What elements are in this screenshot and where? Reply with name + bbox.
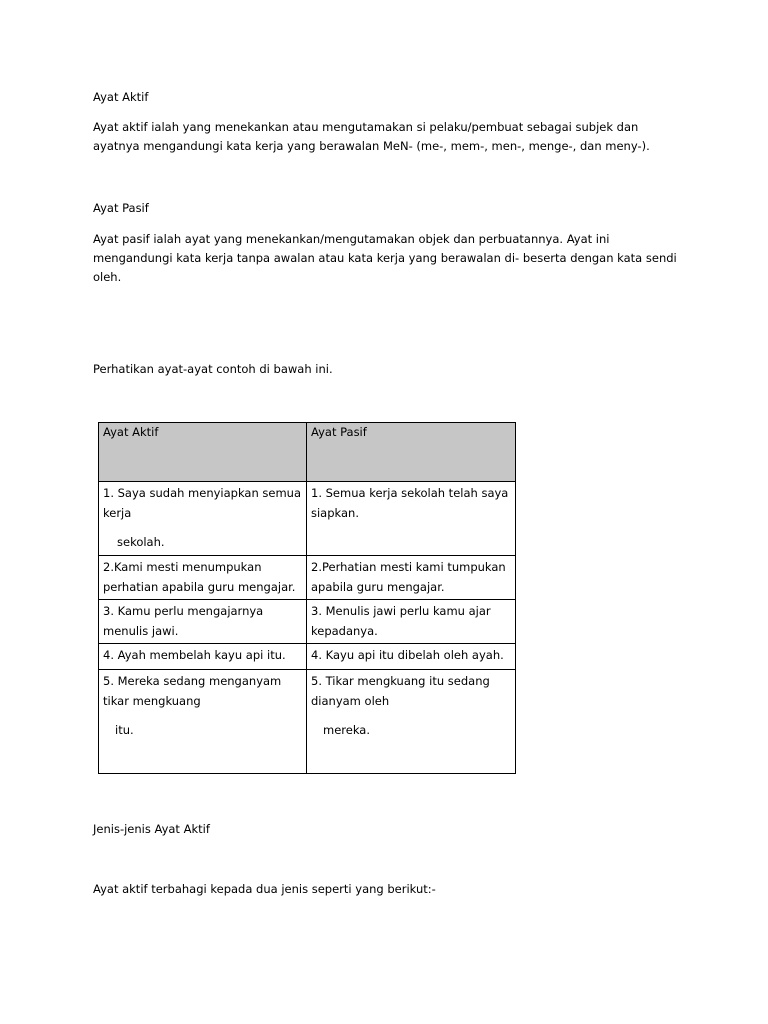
table-row <box>99 644 516 670</box>
active-sentence-cell: 4. Ayah membelah kayu api itu. <box>99 644 307 670</box>
table-row <box>99 482 516 556</box>
table-row <box>99 556 516 600</box>
table-row <box>99 600 516 644</box>
passive-sentence-cell: 3. Menulis jawi perlu kamu ajar kepadanya. <box>307 600 516 644</box>
active-sentence-cell: 1. Saya sudah menyiapkan semua kerja sekolah. <box>99 482 307 556</box>
types-intro: Ayat aktif terbahagi kepada dua jenis seperti yang berikut:- <box>93 882 436 896</box>
examples-intro: Perhatikan ayat-ayat contoh di bawah ini. <box>93 362 333 376</box>
active-definition-line-1: Ayat aktif ialah yang menekankan atau mengutamakan si pelaku/pembuat sebagai subjek dan <box>93 120 639 134</box>
passive-definition-line-1: Ayat pasif ialah ayat yang menekankan/mengutamakan objek dan perbuatannya. Ayat ini <box>93 232 610 246</box>
header-active: Ayat Aktif <box>99 423 307 482</box>
active-sentence-cell: 3. Kamu perlu mengajarnya menulis jawi. <box>99 600 307 644</box>
header-passive: Ayat Pasif <box>307 423 516 482</box>
passive-heading: Ayat Pasif <box>93 201 149 215</box>
table-row <box>99 670 516 774</box>
active-heading: Ayat Aktif <box>93 90 149 104</box>
table-header-row <box>99 423 516 482</box>
passive-sentence-cell: 4. Kayu api itu dibelah oleh ayah. <box>307 644 516 670</box>
passive-sentence-cell: 2.Perhatian mesti kami tumpukan apabila guru mengajar. <box>307 556 516 600</box>
passive-sentence-cell: 1. Semua kerja sekolah telah saya siapkan. <box>307 482 516 556</box>
passive-sentence-cell: 5. Tikar mengkuang itu sedang dianyam oleh mereka. <box>307 670 516 774</box>
types-heading: Jenis-jenis Ayat Aktif <box>93 822 210 836</box>
passive-definition-line-3: oleh. <box>93 270 122 284</box>
active-definition-line-2: ayatnya mengandungi kata kerja yang berawalan MeN- (me-, mem-, men-, menge-, dan meny-). <box>93 139 650 153</box>
passive-definition-line-2: mengandungi kata kerja tanpa awalan atau kata kerja yang berawalan di- beserta dengan kata sendi <box>93 251 677 265</box>
active-sentence-cell: 2.Kami mesti menumpukan perhatian apabila guru mengajar. <box>99 556 307 600</box>
examples-table <box>98 422 516 774</box>
active-sentence-cell: 5. Mereka sedang menganyam tikar mengkuang itu. <box>99 670 307 774</box>
